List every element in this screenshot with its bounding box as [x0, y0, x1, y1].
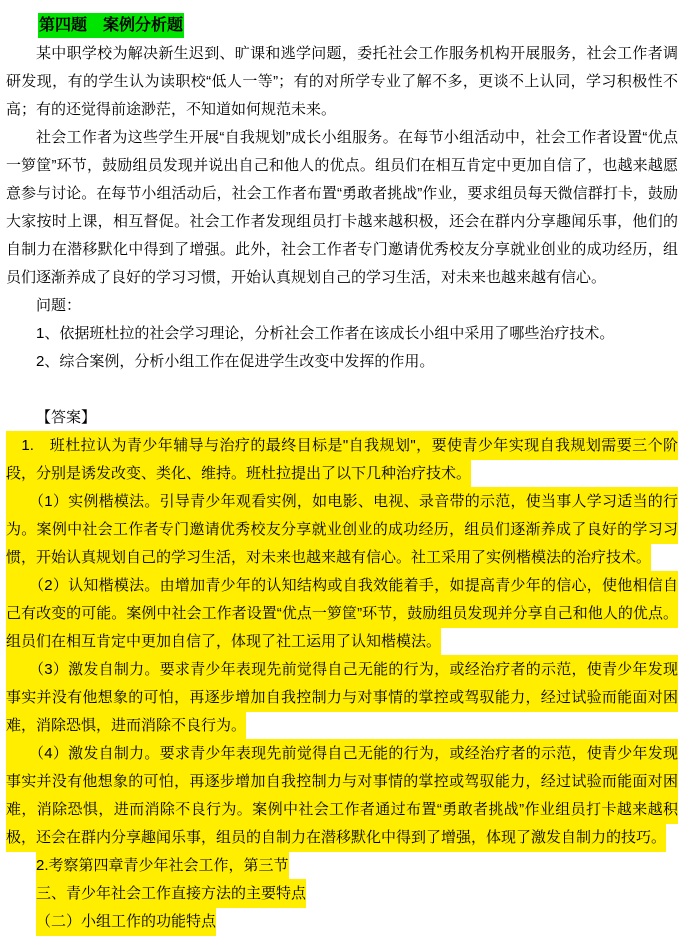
answer-item-2 — [6, 488, 678, 572]
answer-item-3 — [6, 572, 678, 656]
intro-paragraph-1: 某中职学校为解决新生迟到、旷课和逃学问题，委托社会工作服务机构开展服务，社会工作者调研发现，有的学生认为读职校“低人一等”；有的对所学专业了解不多，更谈不上认同，学习积极性不高；有的还觉得前途渺茫，不知道如何规范未来。 — [6, 45, 678, 118]
footer-line-2-highlight: 三、青少年社会工作直接方法的主要特点 — [36, 879, 306, 908]
intro-paragraph-2: 社会工作者为这些学生开展“自我规划”成长小组服务。在每节小组活动中，社会工作者设置“优点一箩筐”环节，鼓励组员发现并说出自己和他人的优点。组员们在相互肯定中更加自信了，也越来越愿意参与讨论。在每节小组活动后，社会工作者布置“勇敢者挑战”作业，要求组员每天微信群打卡，鼓励大家按时上课，相互督促。社会工作者发现组员打卡越来越积极，还会在群内分享趣闻乐事，他们的自制力在潜移默化中得到了增强。此外，社会工作者专门邀请优秀校友分享就业创业的成功经历，组员们逐渐养成了良好的学习习惯，开始认真规划自己的学习生活，对未来也越来越有信心。 — [6, 129, 678, 286]
answer-item-1-highlight: 1. 班杜拉认为青少年辅导与治疗的最终目标是"自我规划"，要使青少年实现自我规划需要三个阶段，分别是诱发改变、类化、维持。班杜拉提出了以下几种治疗技术。 — [6, 431, 678, 488]
footer-line-3 — [6, 908, 678, 936]
footer-line-2 — [6, 880, 678, 908]
answer-item-3-highlight: （2）认知楷模法。由增加青少年的认知结构或自我效能着手，如提高青少年的信心，使他相信自己有改变的可能。案例中社会工作者设置“优点一箩筐”环节，鼓励组员发现并分享自己和他人的优点。组员们在相互肯定中更加自信了，体现了社工运用了认知楷模法。 — [6, 571, 678, 656]
answer-item-1 — [6, 432, 678, 488]
answer-item-4-highlight: （3）激发自制力。要求青少年表现先前觉得自己无能的行为，或经治疗者的示范，使青少年发现事实并没有他想象的可怕，再逐步增加自我控制力与对事情的掌控或驾驭能力，经过试验而能面对困难，消除恐惧，进而消除不良行为。 — [6, 655, 678, 740]
question-item-2: 2、综合案例，分析小组工作在促进学生改变中发挥的作用。 — [36, 353, 435, 370]
question-item-1: 1、依据班杜拉的社会学习理论，分析社会工作者在该成长小组中采用了哪些治疗技术。 — [36, 325, 615, 342]
title-green-highlight: 第四题 案例分析题 — [38, 13, 184, 38]
footer-line-1 — [6, 852, 678, 880]
footer-line-3-highlight: （二）小组工作的功能特点 — [36, 907, 216, 936]
page-title — [6, 12, 678, 40]
footer-line-1-highlight: 2.考察第四章青少年社会工作，第三节 — [36, 851, 289, 880]
answer-item-2-highlight: （1）实例楷模法。引导青少年观看实例，如电影、电视、录音带的示范，使当事人学习适当的行为。案例中社会工作者专门邀请优秀校友分享就业创业的成功经历，组员们逐渐养成了良好的学习习惯，开始认真规划自己的学习生活，对未来也越来越有信心。社工采用了实例楷模法的治疗技术。 — [6, 487, 678, 572]
answer-item-4 — [6, 656, 678, 740]
answer-item-5-highlight: （4）激发自制力。要求青少年表现先前觉得自己无能的行为，或经治疗者的示范，使青少年发现事实并没有他想象的可怕，再逐步增加自我控制力与对事情的掌控或驾驭能力，经过试验而能面对困难，消除恐惧，进而消除不良行为。案例中社会工作者通过布置“勇敢者挑战”作业组员打卡越来越积极，还会在群内分享趣闻乐事，组员的自制力在潜移默化中得到了增强，体现了激发自制力的技巧。 — [6, 739, 678, 852]
questions-label: 问题： — [36, 297, 82, 314]
answer-label: 【答案】 — [36, 409, 97, 426]
answer-item-5 — [6, 740, 678, 852]
